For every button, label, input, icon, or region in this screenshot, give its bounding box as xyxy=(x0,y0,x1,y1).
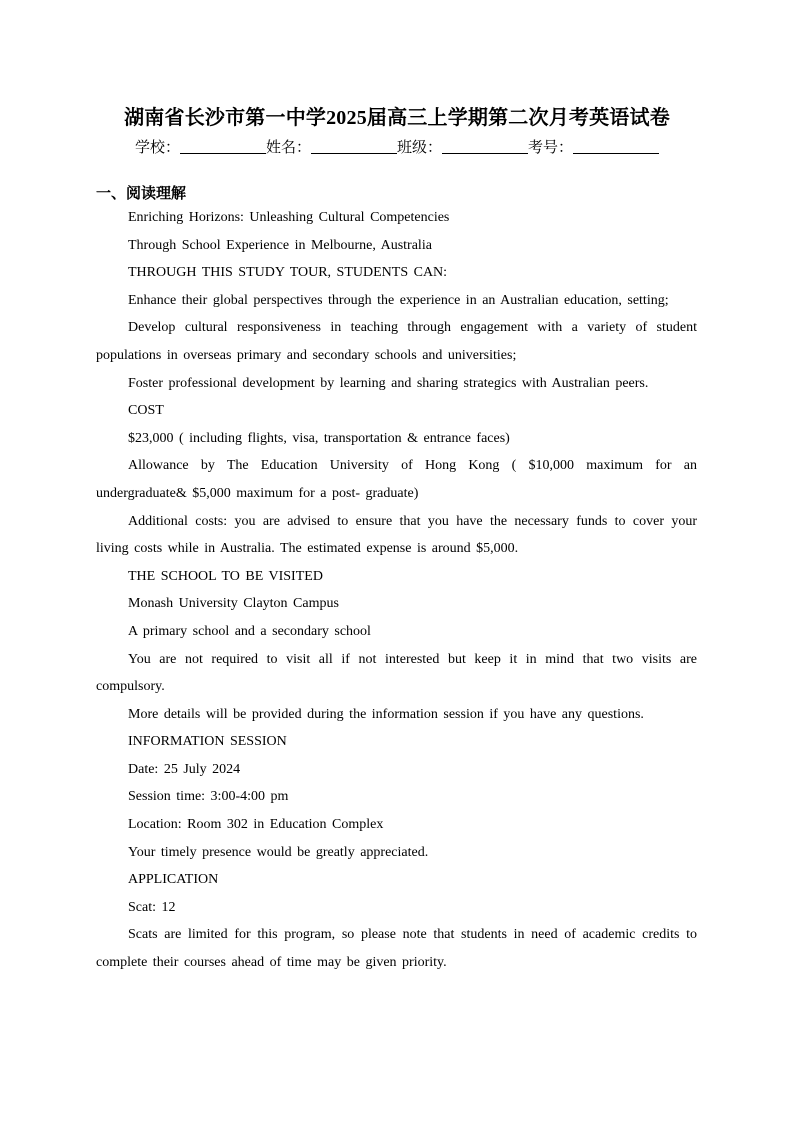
exam-number-blank[interactable] xyxy=(573,139,659,154)
passage-paragraph: Enriching Horizons: Unleashing Cultural Competencies xyxy=(128,210,450,225)
passage-paragraph: THROUGH THIS STUDY TOUR, STUDENTS CAN: xyxy=(128,265,448,281)
passage-paragraph: APPLICATION xyxy=(128,872,219,888)
passage-paragraph: Session time: 3:00-4:00 pm xyxy=(128,789,289,805)
passage-paragraph: COST xyxy=(128,403,164,419)
passage-paragraph: Allowance by The Education University of Hong Kong ( $10,000 maximum for an undergraduate& $5,000 maximum for a post- graduate) xyxy=(96,458,697,501)
passage-paragraph: Scat: 12 xyxy=(128,899,176,915)
class-field xyxy=(397,136,528,157)
passage-paragraph: Scats are limited for this program, so please note that students in need of academic credits to complete their courses ahead of time may be given priority. xyxy=(96,927,697,971)
passage-paragraph: $23,000 ( including flights, visa, transportation & entrance faces) xyxy=(128,430,510,446)
name-label: 姓名： xyxy=(265,140,311,156)
passage-paragraph: Develop cultural responsiveness in teaching through engagement with a variety of student populations in overseas primary and secondary schools and universities; xyxy=(96,320,697,363)
class-label: 班级： xyxy=(397,140,443,156)
passage-paragraph: Location: Room 302 in Education Complex xyxy=(128,817,384,833)
name-blank[interactable] xyxy=(311,139,397,154)
passage-paragraph: Additional costs: you are advised to ensure that you have the necessary funds to cover your living costs while in Australia. The estimated expense is around $5,000. xyxy=(96,513,697,557)
school-field xyxy=(135,136,266,157)
school-label: 学校： xyxy=(134,140,180,156)
passage-paragraph: Through School Experience in Melbourne, Australia xyxy=(128,237,432,253)
passage-paragraph: Your timely presence would be greatly appreciated. xyxy=(128,844,429,860)
reading-passage xyxy=(96,204,697,977)
passage-paragraph: A primary school and a secondary school xyxy=(128,623,371,639)
exam-number-field xyxy=(528,136,659,157)
passage-paragraph: Monash University Clayton Campus xyxy=(128,596,339,612)
student-info-row xyxy=(0,136,794,157)
passage-paragraph: Date: 25 July 2024 xyxy=(128,761,241,777)
exam-title: 湖南省长沙市第一中学2025届高三上学期第二次月考英语试卷 xyxy=(124,107,670,129)
exam-number-label: 考号： xyxy=(528,140,574,156)
class-blank[interactable] xyxy=(442,139,528,154)
section-heading: 一、阅读理解 xyxy=(96,186,187,202)
passage-paragraph: More details will be provided during the information session if you have any questions. xyxy=(128,706,644,722)
passage-paragraph: Foster professional development by learning and sharing strategics with Australian peers. xyxy=(128,375,649,391)
passage-paragraph: INFORMATION SESSION xyxy=(128,734,287,750)
passage-paragraph: THE SCHOOL TO BE VISITED xyxy=(128,568,323,584)
passage-paragraph: Enhance their global perspectives through the experience in an Australian education, setting; xyxy=(128,292,669,308)
name-field xyxy=(266,136,397,157)
school-blank[interactable] xyxy=(180,139,266,154)
passage-paragraph: You are not required to visit all if not interested but keep it in mind that two visits are compulsory. xyxy=(96,651,697,695)
